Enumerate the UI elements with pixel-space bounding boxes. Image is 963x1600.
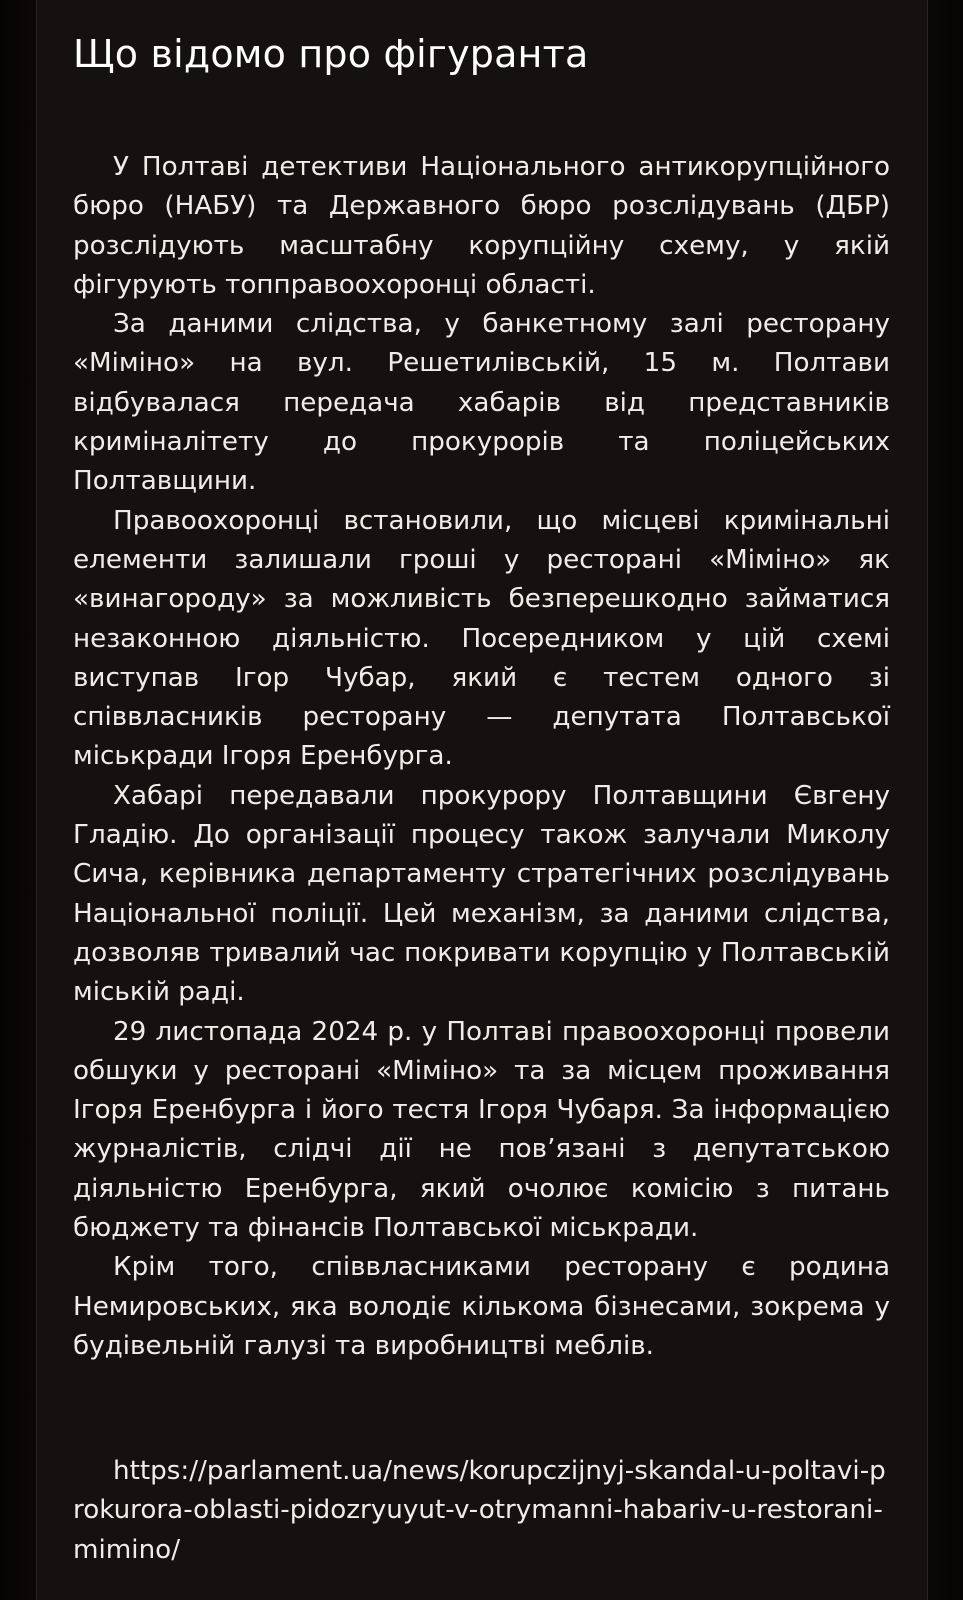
paragraph-4: Хабарі передавали прокурору Полтавщини Євгену Гладію. До організації процесу також залучали Миколу Сича, керівника департаменту стратегічних розслідувань Національної поліції. Цей механізм, за даними слідства, дозволяв тривалий час покривати корупцію у Полтавській міській раді.	[73, 780, 890, 1008]
paragraph-3: Правоохоронці встановили, що місцеві кримінальні елементи залишали гроші у ресторані «Міміно» як «винагороду» за можливість безперешкодно займатися незаконною діяльністю. Посередником у цій схемі виступав Ігор Чубар, який є тестем одного зі співвласників ресторану — депутата Полтавської міськради Ігоря Еренбурга.	[73, 505, 890, 772]
paragraph-2: За даними слідства, у банкетному залі ресторану «Міміно» на вул. Решетилівській, 15 м. Полтави відбувалася передача хабарів від представників криміналітету до прокурорів та поліцейських Полтавщини.	[73, 309, 890, 497]
source-link[interactable]: https://parlament.ua/news/korupczijnyj-skandal-u-poltavi-prokurora-oblasti-pidozryuyut-v-otrymanni-habariv-u-restorani-mimino/	[73, 1456, 886, 1565]
section-heading: Що відомо про фігуранта	[73, 32, 589, 76]
paragraph-6: Крім того, співвласниками ресторану є родина Немировських, яка володіє кількома бізнесами, зокрема у будівельній галузі та виробництві меблів.	[73, 1252, 890, 1361]
paragraph-1: У Полтаві детективи Національного антикорупційного бюро (НАБУ) та Державного бюро розслідувань (ДБР) розслідують масштабну корупційну схему, у якій фігурують топправоохоронці області.	[73, 152, 890, 300]
article-body	[73, 148, 890, 1366]
paragraph-5: 29 листопада 2024 р. у Полтаві правоохоронці провели обшуки у ресторані «Міміно» та за місцем проживання Ігоря Еренбурга і його тестя Ігоря Чубаря. За інформацією журналістів, слідчі дії не пов’язані з депутатською діяльністю Еренбурга, який очолює комісію з питань бюджету та фінансів Полтавської міськради.	[73, 1016, 890, 1244]
